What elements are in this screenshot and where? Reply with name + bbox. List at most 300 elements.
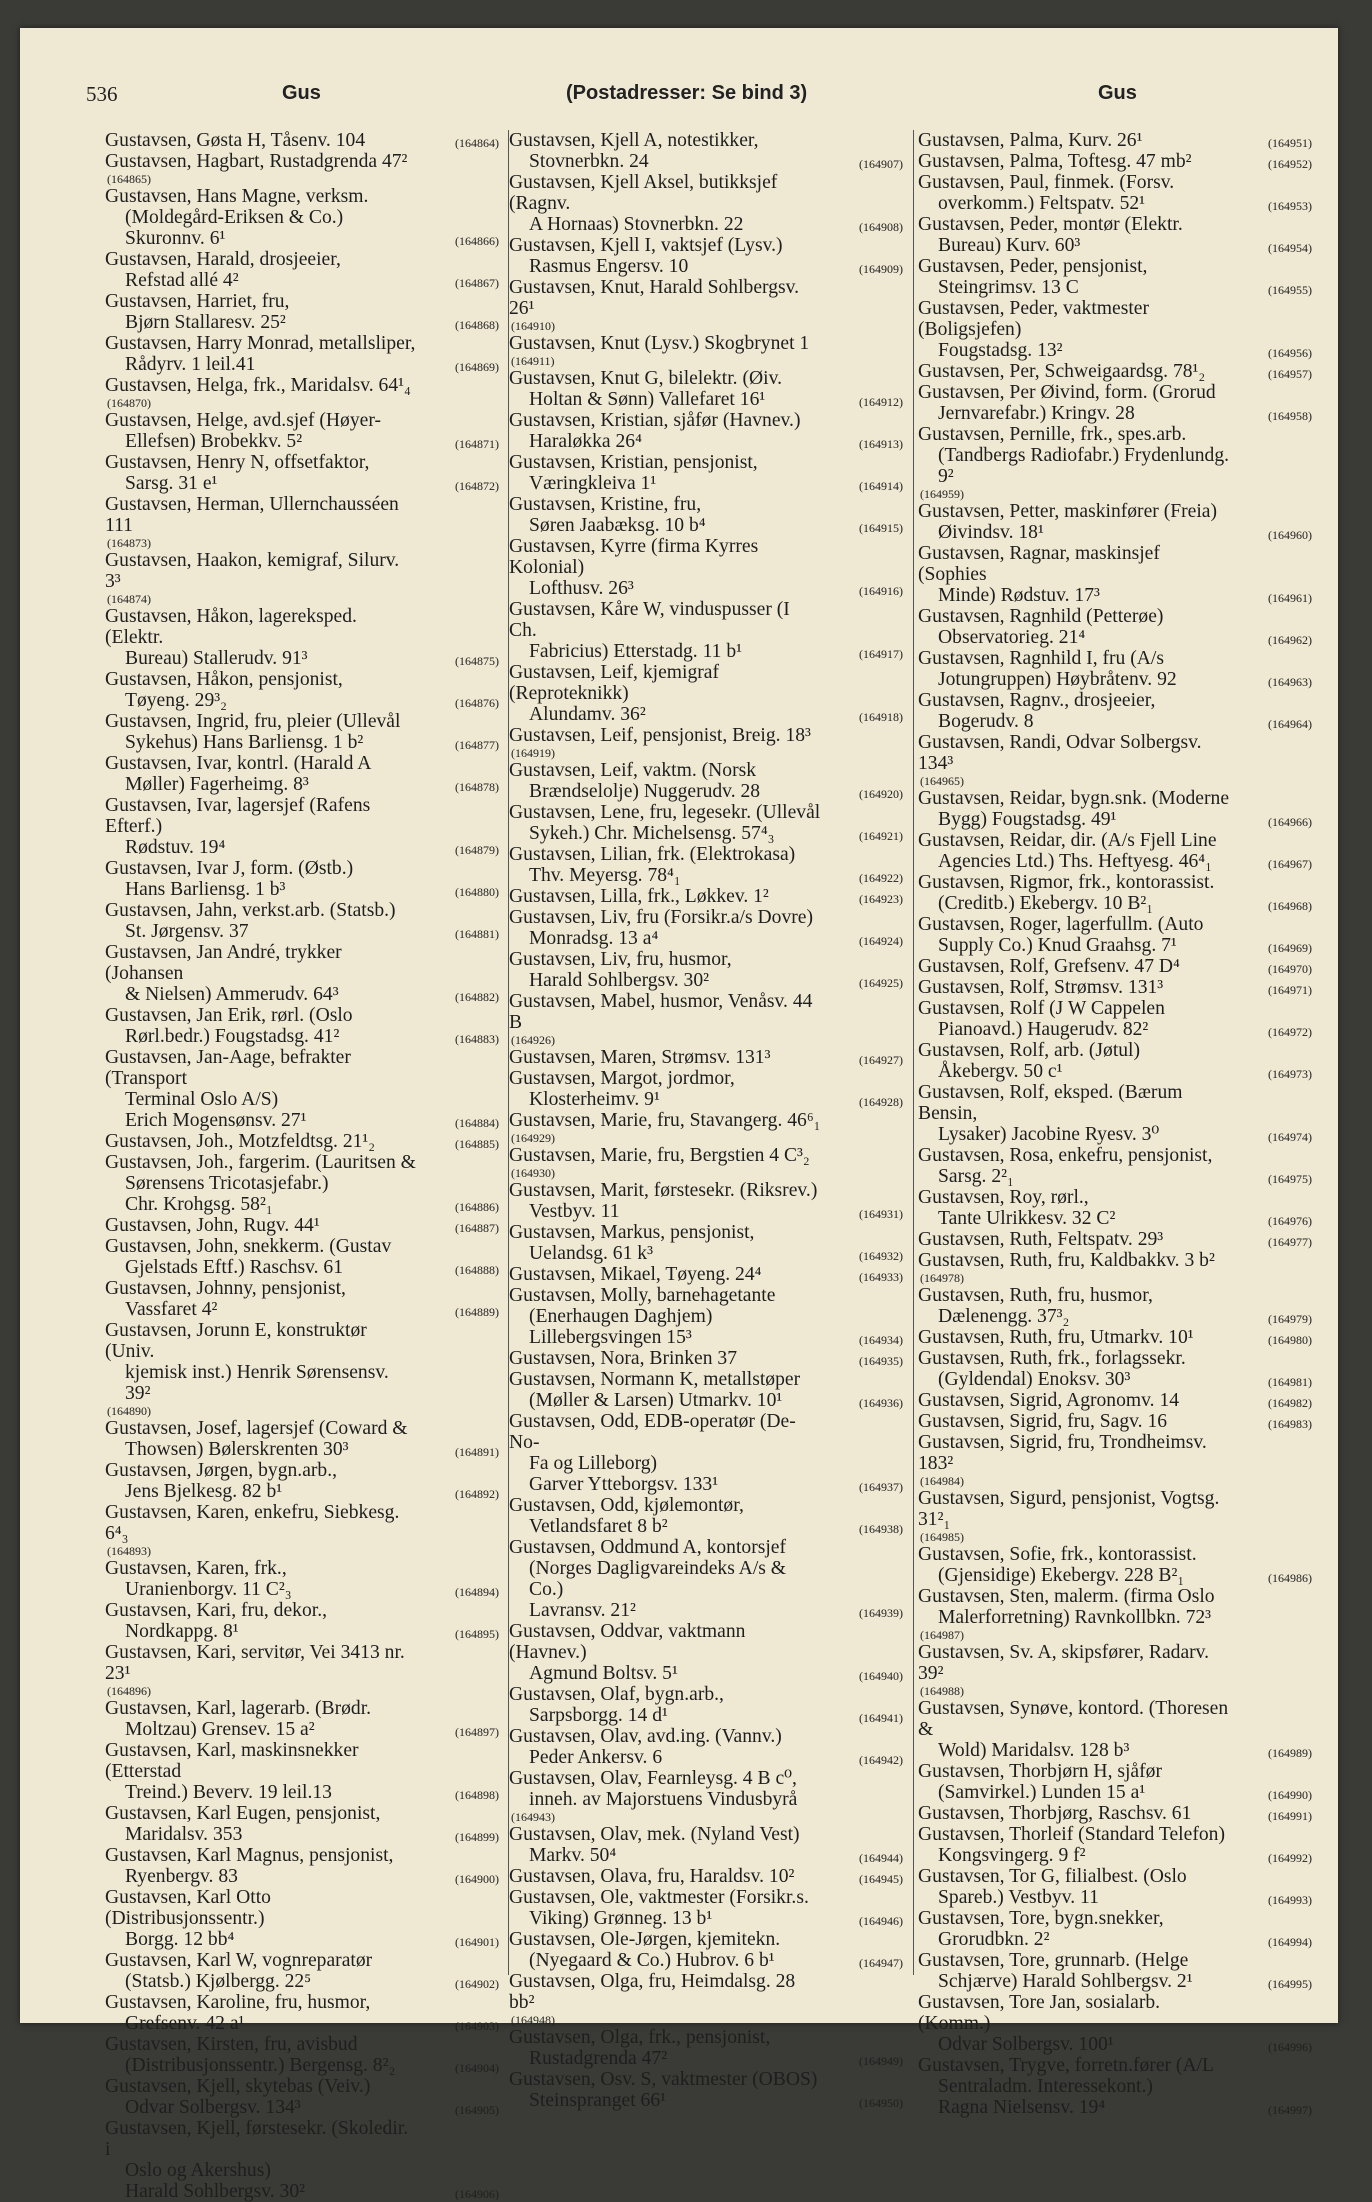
entry-text (105, 1278, 499, 1320)
directory-entry (105, 1236, 499, 1278)
entry-number: (164895) (455, 1627, 499, 1641)
directory-entry (918, 130, 1312, 151)
directory-entry (918, 1698, 1312, 1761)
entry-address-line: Thowsen) Bølerskrenten 30³ (125, 1439, 349, 1460)
entry-text (509, 1929, 903, 1971)
entry-address-line: Garver Ytteborgsv. 133¹ (529, 1474, 719, 1495)
directory-entry (105, 1698, 499, 1740)
entry-number: (164944) (859, 1851, 903, 1865)
entry-address-line: (Creditb.) Ekebergv. 10 B²₁ (938, 893, 1154, 914)
entry-address-line: Odvar Solbergsv. 134³ (125, 2097, 301, 2118)
directory-entry (918, 382, 1312, 424)
entry-text (105, 333, 499, 375)
entry-text (918, 1950, 1312, 1992)
entry-address-line: Væringkleiva 1¹ (529, 473, 657, 494)
entry-number: (164987) (920, 1628, 964, 1642)
entry-name-line: Gustavsen, Jørgen, bygn.arb., (105, 1460, 338, 1481)
entry-text (918, 1348, 1312, 1390)
entry-text (918, 1803, 1312, 1824)
header-left-keyword: Gus (282, 82, 321, 104)
entry-name-line: Gustavsen, Herman, Ullernchausséen 111 (105, 494, 399, 536)
entry-name-line: Gustavsen, Thorbjørn H, sjåfør (918, 1761, 1162, 1782)
entry-number: (164876) (455, 696, 499, 710)
entry-number: (164910) (511, 319, 555, 333)
directory-entry (918, 1488, 1312, 1544)
directory-entry (918, 1040, 1312, 1082)
entry-name-line: Gustavsen, Hans Magne, verksm. (105, 186, 369, 207)
entry-text (918, 956, 1312, 977)
entry-text (509, 662, 903, 725)
entry-name-line: Gustavsen, Sigrid, fru, Sagv. 16 (918, 1411, 1168, 1432)
entry-text (105, 606, 499, 669)
entry-text (105, 1502, 499, 1544)
directory-entry (509, 235, 903, 277)
entry-text (918, 361, 1312, 382)
entry-name-line: Gustavsen, Oddmund A, kontorsjef (509, 1537, 787, 1558)
directory-entry (509, 494, 903, 536)
directory-entry (918, 1908, 1312, 1950)
entry-number: (164973) (1268, 1067, 1312, 1081)
entry-name-line: Gustavsen, Roger, lagerfullm. (Auto (918, 914, 1204, 935)
entry-text (509, 1887, 903, 1929)
directory-entry (105, 291, 499, 333)
directory-entry (105, 1803, 499, 1845)
entry-number: (164872) (455, 479, 499, 493)
directory-entry (105, 1887, 499, 1950)
directory-entry (509, 1068, 903, 1110)
entry-number: (164889) (455, 1305, 499, 1319)
entry-name-line: Gustavsen, Marie, fru, Bergstien 4 C³₂ (509, 1145, 810, 1166)
directory-entry (918, 151, 1312, 172)
directory-entry (105, 249, 499, 291)
entry-number: (164994) (1268, 1935, 1312, 1949)
entry-name-line: Gustavsen, Olga, frk., pensjonist, (509, 2027, 771, 2048)
entry-address-line: (Tandbergs Radiofabr.) Frydenlundg. 9² (938, 445, 1230, 487)
directory-entry (509, 1369, 903, 1411)
directory-entry (918, 1761, 1312, 1803)
entry-number: (164882) (455, 990, 499, 1004)
entry-number: (164922) (859, 871, 903, 885)
entry-name-line: Gustavsen, Kjell A, notestikker, (509, 130, 759, 151)
entry-number: (164966) (1268, 815, 1312, 829)
entry-text (509, 1537, 903, 1621)
entry-name-line: Gustavsen, Henry N, offsetfaktor, (105, 452, 370, 473)
entry-number: (164884) (455, 1116, 499, 1130)
entry-name-line: Gustavsen, John, snekkerm. (Gustav (105, 1236, 392, 1257)
entry-number: (164991) (1268, 1809, 1312, 1823)
entry-number: (164896) (107, 1684, 151, 1698)
entry-address-line: kjemisk inst.) Henrik Sørensensv. 39² (125, 1362, 389, 1404)
entry-number: (164975) (1268, 1172, 1312, 1186)
entry-number: (164946) (859, 1914, 903, 1928)
entry-name-line: Gustavsen, Trygve, forretn.fører (A/L (918, 2055, 1215, 2076)
directory-entry (509, 1887, 903, 1929)
entry-text (918, 1761, 1312, 1803)
entry-name-line: Gustavsen, Kjell, førstesekr. (Skoledir. i (105, 2118, 409, 2160)
entry-name-line: Gustavsen, Sigurd, pensjonist, Vogtsg. 31²₁ (918, 1488, 1220, 1530)
entry-name-line: Gustavsen, Olava, fru, Haraldsv. 10² (509, 1866, 795, 1887)
entry-number: (164898) (455, 1788, 499, 1802)
entry-name-line: Gustavsen, Thorleif (Standard Telefon) (918, 1824, 1225, 1845)
directory-entry (105, 1845, 499, 1887)
entry-number: (164940) (859, 1669, 903, 1683)
entry-name-line: Gustavsen, Karen, frk., (105, 1558, 287, 1579)
entry-name-line: Gustavsen, Synøve, kontord. (Thoresen & (918, 1698, 1229, 1740)
directory-entry (918, 1824, 1312, 1866)
entry-name-line: Gustavsen, Helge, avd.sjef (Høyer- (105, 410, 382, 431)
entry-text (105, 410, 499, 452)
entry-name-line: Gustavsen, Jan Erik, rørl. (Oslo (105, 1005, 353, 1026)
entry-text (918, 998, 1312, 1040)
entry-address-line: (Gjensidige) Ekebergv. 228 B²₁ (938, 1565, 1185, 1586)
entry-name-line: Gustavsen, Rolf, Strømsv. 131³ (918, 977, 1164, 998)
directory-entry (918, 1544, 1312, 1586)
entry-text (105, 1950, 499, 1992)
entry-number: (164873) (107, 536, 151, 550)
entry-text (105, 2034, 499, 2076)
entry-text (105, 858, 499, 900)
directory-entry (105, 753, 499, 795)
entry-name-line: Gustavsen, Per Øivind, form. (Grorud (918, 382, 1216, 403)
entry-number: (164980) (1268, 1333, 1312, 1347)
entry-number: (164945) (859, 1872, 903, 1886)
entry-name-line: Gustavsen, Karl W, vognreparatør (105, 1950, 373, 1971)
entry-number: (164881) (455, 927, 499, 941)
entry-text (918, 1992, 1312, 2055)
entry-number: (164986) (1268, 1571, 1312, 1585)
entry-name-line: Gustavsen, Ole, vaktmester (Forsikr.s. (509, 1887, 809, 1908)
directory-entry (918, 1803, 1312, 1824)
entry-name-line: Gustavsen, Ragnhild I, fru (A/s (918, 648, 1164, 669)
entry-text (509, 2027, 903, 2069)
entry-number: (164995) (1268, 1977, 1312, 1991)
entry-name-line: Gustavsen, Leif, pensjonist, Breig. 18³ (509, 725, 811, 746)
entry-name-line: Gustavsen, Paul, finmek. (Forsv. (918, 172, 1175, 193)
entry-number: (164925) (859, 976, 903, 990)
entry-text (105, 753, 499, 795)
entry-number: (164909) (859, 262, 903, 276)
entry-name-line: Gustavsen, Olav, mek. (Nyland Vest) (509, 1824, 800, 1845)
entry-name-line: Gustavsen, Ruth, fru, husmor, (918, 1285, 1153, 1306)
entry-text (105, 1803, 499, 1845)
entry-name-line: Gustavsen, Kirsten, fru, avisbud (105, 2034, 358, 2055)
entry-text (105, 2076, 499, 2118)
entry-number: (164936) (859, 1396, 903, 1410)
directory-entry (509, 1222, 903, 1264)
entry-name-line: Gustavsen, Olaf, bygn.arb., (509, 1684, 724, 1705)
entry-address-line: Spareb.) Vestbyv. 11 (938, 1887, 1099, 1908)
entry-number: (164949) (859, 2054, 903, 2068)
entry-name-line: Gustavsen, Rolf (J W Cappelen (918, 998, 1165, 1019)
entry-text (105, 186, 499, 249)
entry-number: (164920) (859, 787, 903, 801)
entry-number: (164948) (511, 2013, 555, 2027)
entry-name-line: Gustavsen, Tore, bygn.snekker, (918, 1908, 1164, 1929)
entry-text (105, 1131, 499, 1152)
entry-address-line: Pianoavd.) Haugerudv. 82² (938, 1019, 1149, 1040)
entry-text (105, 711, 499, 753)
entry-address-line: Malerforretning) Ravnkollbkn. 72³ (938, 1607, 1212, 1628)
entry-text (509, 1110, 903, 1131)
entry-address-line: (Gyldendal) Enoksv. 30³ (938, 1369, 1131, 1390)
entry-name-line: Gustavsen, Markus, pensjonist, (509, 1222, 755, 1243)
entry-number: (164943) (511, 1810, 555, 1824)
entry-address-line: Grefsenv. 42 a¹ (125, 2013, 245, 2034)
entry-number: (164967) (1268, 857, 1312, 871)
directory-entry (918, 606, 1312, 648)
entry-name-line: Gustavsen, Lilla, frk., Løkkev. 1² (509, 886, 769, 907)
entry-text (509, 1369, 903, 1411)
entry-number: (164956) (1268, 346, 1312, 360)
entry-address-line: (Distribusjonssentr.) Bergensg. 8²₂ (125, 2055, 396, 2076)
entry-text (918, 501, 1312, 543)
entry-address-line: Grorudbkn. 2² (938, 1929, 1050, 1950)
entry-text (509, 1768, 903, 1810)
entry-number: (164908) (859, 220, 903, 234)
entry-text (918, 1866, 1312, 1908)
entry-name-line: Gustavsen, Rosa, enkefru, pensjonist, (918, 1145, 1213, 1166)
entry-text (918, 1411, 1312, 1432)
entry-text (105, 1418, 499, 1460)
entry-number: (164864) (455, 136, 499, 150)
entry-address-line: Markv. 50⁴ (529, 1845, 617, 1866)
entry-name-line: Gustavsen, Ivar J, form. (Østb.) (105, 858, 354, 879)
entry-name-line: Gustavsen, Kjell Aksel, butikksjef (Ragnv. (509, 172, 778, 214)
entry-name-line: Gustavsen, Peder, pensjonist, (918, 256, 1148, 277)
directory-entry (509, 2069, 903, 2111)
entry-name-line: Gustavsen, Leif, vaktm. (Norsk (509, 760, 757, 781)
entry-address-line: Jernvarefabr.) Kringv. 28 (938, 403, 1135, 424)
entry-text (918, 424, 1312, 487)
entry-address-line: Lysaker) Jacobine Ryesv. 3⁰ (938, 1124, 1160, 1145)
directory-entry (509, 760, 903, 802)
entry-address-line: Holtan & Sønn) Vallefaret 16¹ (529, 389, 766, 410)
entry-address-line: Stovnerbkn. 24 (529, 151, 649, 172)
entry-name-line: Gustavsen, Jahn, verkst.arb. (Statsb.) (105, 900, 396, 921)
entry-address-line: A Hornaas) Stovnerbkn. 22 (529, 214, 744, 235)
entry-name-line: Gustavsen, Håkon, pensjonist, (105, 669, 343, 690)
entry-number: (164960) (1268, 528, 1312, 542)
entry-name-line: Gustavsen, Ivar, lagersjef (Rafens Efterf.) (105, 795, 371, 837)
entry-text (918, 1082, 1312, 1145)
entry-number: (164977) (1268, 1235, 1312, 1249)
directory-entry (918, 1642, 1312, 1698)
directory-entry (918, 2055, 1312, 2118)
entry-text (509, 1726, 903, 1768)
entry-text (509, 235, 903, 277)
entry-address-line: Thv. Meyersg. 78⁴₁ (529, 865, 681, 886)
entry-number: (164868) (455, 318, 499, 332)
directory-columns (105, 130, 1318, 2202)
entry-text (105, 1460, 499, 1502)
entry-text (918, 172, 1312, 214)
entry-address-line: Gjelstads Eftf.) Raschsv. 61 (125, 1257, 344, 1278)
directory-entry (509, 1726, 903, 1768)
directory-entry (918, 1187, 1312, 1229)
entry-number: (164926) (511, 1033, 555, 1047)
directory-entry (918, 501, 1312, 543)
entry-address-line: Sentraladm. Interessekont.) (938, 2076, 1153, 2097)
entry-number: (164919) (511, 746, 555, 760)
entry-address-line: Agmund Boltsv. 5¹ (529, 1663, 678, 1684)
entry-number: (164914) (859, 479, 903, 493)
entry-text (105, 1215, 499, 1236)
entry-name-line: Gustavsen, Odd, kjølemontør, (509, 1495, 744, 1516)
entry-address-line: Møller) Fagerheimg. 8³ (125, 774, 309, 795)
entry-text (509, 277, 903, 319)
entry-text (509, 1684, 903, 1726)
entry-number: (164899) (455, 1830, 499, 1844)
entry-text (918, 830, 1312, 872)
entry-text (918, 1586, 1312, 1628)
entry-address-line: Rustadgrenda 47² (529, 2048, 668, 2069)
directory-entry (509, 333, 903, 368)
entry-number: (164921) (859, 829, 903, 843)
entry-address-line: Maridalsv. 353 (125, 1824, 243, 1845)
directory-entry (918, 1586, 1312, 1642)
entry-address-line: Alundamv. 36² (529, 704, 646, 725)
entry-address-line: Vetlandsfaret 8 b² (529, 1516, 668, 1537)
directory-entry (105, 2118, 499, 2202)
entry-number: (164951) (1268, 136, 1312, 150)
entry-name-line: Gustavsen, Joh., Motzfeldtsg. 21¹₂ (105, 1131, 376, 1152)
entry-number: (164957) (1268, 367, 1312, 381)
entry-number: (164886) (455, 1200, 499, 1214)
entry-name-line: Gustavsen, Marie, fru, Stavangerg. 46⁶₁ (509, 1110, 821, 1131)
directory-entry (918, 732, 1312, 788)
entry-name-line: Gustavsen, Margot, jordmor, (509, 1068, 735, 1089)
entry-name-line: Gustavsen, Ruth, fru, Kaldbakkv. 3 b² (918, 1250, 1215, 1271)
entry-number: (164879) (455, 843, 499, 857)
directory-entry (105, 151, 499, 186)
entry-number: (164906) (455, 2187, 499, 2201)
entry-number: (164887) (455, 1221, 499, 1235)
directory-entry (509, 662, 903, 725)
entry-name-line: Gustavsen, Rolf, Grefsenv. 47 D⁴ (918, 956, 1180, 977)
directory-entry (105, 1600, 499, 1642)
entry-name-line: Gustavsen, Peder, montør (Elektr. (918, 214, 1183, 235)
directory-entry (105, 410, 499, 452)
entry-name-line: Gustavsen, Ingrid, fru, pleier (Ullevål (105, 711, 401, 732)
directory-entry (918, 361, 1312, 382)
entry-text (918, 977, 1312, 998)
entry-name-line: Gustavsen, Oddvar, vaktmann (Havnev.) (509, 1621, 746, 1663)
entry-number: (164955) (1268, 283, 1312, 297)
entry-number: (164937) (859, 1480, 903, 1494)
entry-text (105, 151, 499, 172)
entry-text (105, 452, 499, 494)
entry-number: (164996) (1268, 2040, 1312, 2054)
entry-number: (164962) (1268, 633, 1312, 647)
directory-entry (509, 368, 903, 410)
directory-entry (918, 872, 1312, 914)
entry-address-line: Ellefsen) Brobekkv. 5² (125, 431, 303, 452)
entry-address-line: Vassfaret 4² (125, 1299, 218, 1320)
entry-number: (164928) (859, 1095, 903, 1109)
entry-name-line: Gustavsen, Jorunn E, konstruktør (Univ. (105, 1320, 367, 1362)
entry-address-line: Terminal Oslo A/S) (125, 1089, 279, 1110)
entry-number: (164915) (859, 521, 903, 535)
entry-name-line: Gustavsen, Kyrre (firma Kyrres Kolonial) (509, 536, 759, 578)
entry-address-line: Ragna Nielsensv. 19⁴ (938, 2097, 1106, 2118)
entry-text (105, 494, 499, 536)
directory-entry (509, 1768, 903, 1824)
entry-number: (164997) (1268, 2103, 1312, 2117)
entry-text (105, 130, 499, 151)
entry-address-line: Ryenbergv. 83 (125, 1866, 238, 1887)
entry-address-line: (Statsb.) Kjølbergg. 22⁵ (125, 1971, 312, 1992)
entry-address-line: Treind.) Beverv. 19 leil.13 (125, 1782, 332, 1803)
entry-address-line: Agencies Ltd.) Ths. Heftyesg. 46⁴₁ (938, 851, 1212, 872)
entry-address-line: Vestbyv. 11 (529, 1201, 620, 1222)
entry-text (509, 1285, 903, 1348)
entry-text (105, 942, 499, 1005)
entry-name-line: Gustavsen, Mabel, husmor, Venåsv. 44 B (509, 991, 813, 1033)
entry-name-line: Gustavsen, Harry Monrad, metallsliper, (105, 333, 416, 354)
directory-entry (918, 298, 1312, 361)
directory-entry (918, 788, 1312, 830)
entry-name-line: Gustavsen, Tore Jan, sosialarb. (Komm.) (918, 1992, 1161, 2034)
entry-number: (164911) (511, 354, 555, 368)
entry-text (918, 382, 1312, 424)
directory-entry (509, 599, 903, 662)
entry-text (918, 130, 1312, 151)
directory-entry (105, 942, 499, 1005)
directory-entry (509, 991, 903, 1047)
entry-text (105, 1887, 499, 1950)
directory-entry (918, 1082, 1312, 1145)
entry-text (509, 949, 903, 991)
entry-number: (164976) (1268, 1214, 1312, 1228)
entry-text (509, 1180, 903, 1222)
entry-name-line: Gustavsen, Roy, rørl., (918, 1187, 1089, 1208)
entry-address-line: (Møller & Larsen) Utmarkv. 10¹ (529, 1390, 783, 1411)
directory-entry (105, 1740, 499, 1803)
entry-text (509, 2069, 903, 2111)
entry-text (105, 550, 499, 592)
entry-number: (164972) (1268, 1025, 1312, 1039)
entry-text (509, 1411, 903, 1495)
entry-text (509, 760, 903, 802)
entry-name-line: Gustavsen, Ole-Jørgen, kjemitekn. (509, 1929, 781, 1950)
entry-name-line: Gustavsen, Ragnar, maskinsjef (Sophies (918, 543, 1160, 585)
entry-text (105, 375, 499, 396)
entry-address-line: (Moldegård-Eriksen & Co.) (125, 207, 344, 228)
directory-entry (509, 1145, 903, 1180)
entry-name-line: Gustavsen, Nora, Brinken 37 (509, 1348, 738, 1369)
directory-entry (918, 1229, 1312, 1250)
directory-entry (105, 1278, 499, 1320)
directory-entry (105, 1152, 499, 1215)
entry-number: (164875) (455, 654, 499, 668)
entry-text (105, 1047, 499, 1131)
entry-name-line: Gustavsen, Randi, Odvar Solbergsv. 134³ (918, 732, 1202, 774)
entry-number: (164891) (455, 1445, 499, 1459)
entry-text (918, 1250, 1312, 1271)
entry-name-line: Gustavsen, Sten, malerm. (firma Oslo (918, 1586, 1215, 1607)
entry-number: (164941) (859, 1711, 903, 1725)
entry-text (509, 536, 903, 599)
page-header (86, 82, 1301, 112)
directory-entry (918, 830, 1312, 872)
entry-name-line: Gustavsen, Helga, frk., Maridalsv. 64¹₄ (105, 375, 411, 396)
entry-number: (164877) (455, 738, 499, 752)
entry-text (105, 900, 499, 942)
entry-number: (164890) (107, 1404, 151, 1418)
entry-name-line: Gustavsen, Karen, enkefru, Siebkesg. 6⁴₃ (105, 1502, 400, 1544)
entry-text (918, 872, 1312, 914)
entry-name-line: Gustavsen, Ragnhild (Petterøe) (918, 606, 1164, 627)
